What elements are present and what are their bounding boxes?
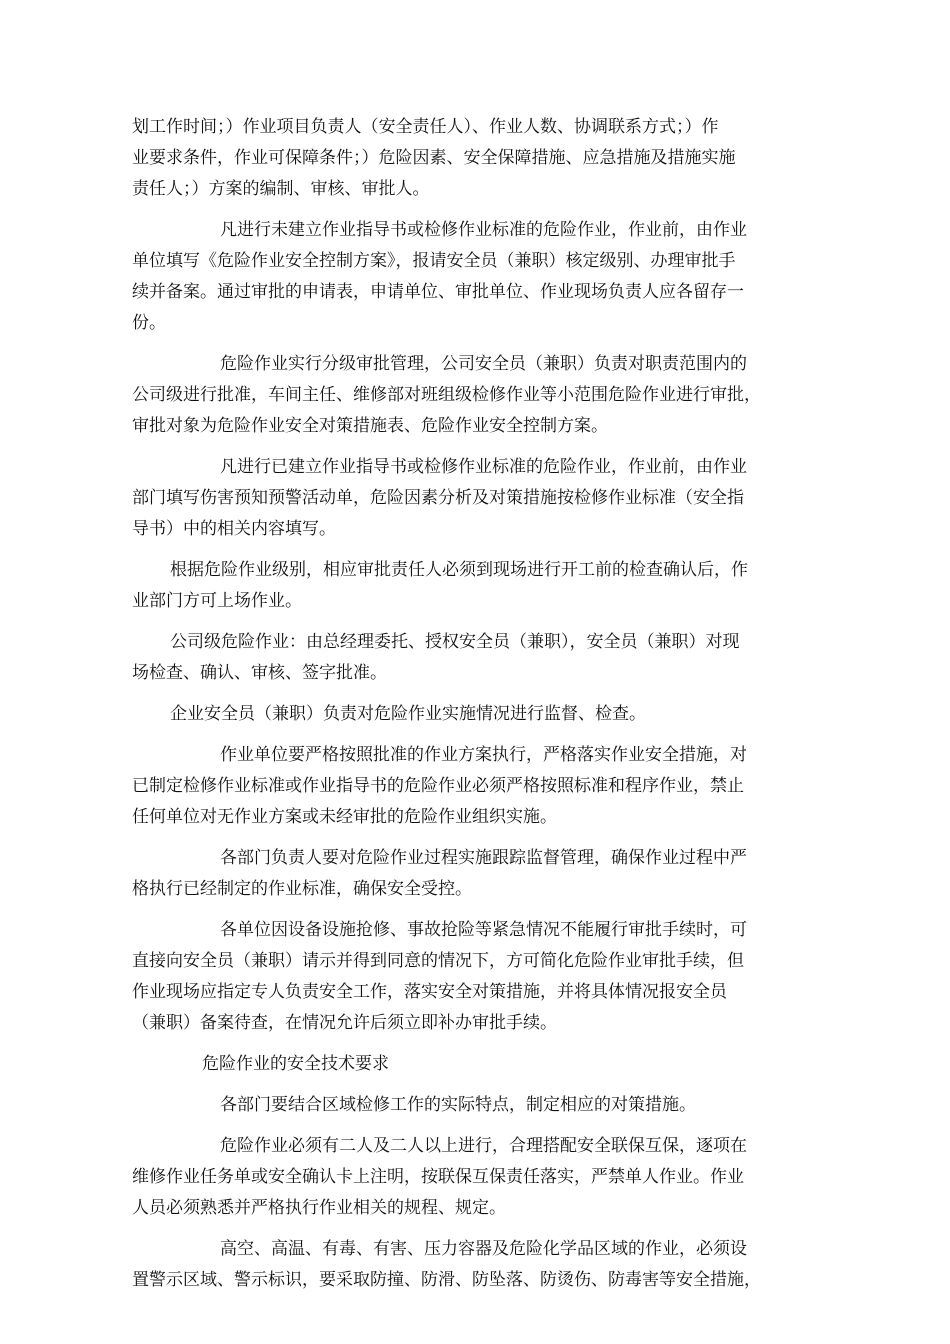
text-line: 场检查、确认、审核、签字批准。 (132, 663, 387, 683)
text-line: 任何单位对无作业方案或未经审批的危险作业组织实施。 (132, 807, 557, 827)
paragraph (132, 1090, 822, 1121)
paragraph (132, 215, 822, 339)
paragraph (132, 915, 822, 1039)
text-line: 危险作业必须有二人及二人以上进行，合理搭配安全联保互保，逐项在 (220, 1136, 747, 1156)
text-line: 审批对象为危险作业安全对策措施表、危险作业安全控制方案。 (132, 416, 608, 436)
text-line: 公司级危险作业：由总经理委托、授权安全员（兼职），安全员（兼职）对现 (170, 632, 740, 652)
text-line: 凡进行已建立作业指导书或检修作业标准的危险作业，作业前，由作业 (220, 457, 747, 477)
text-line: 人员必须熟悉并严格执行作业相关的规程、规定。 (132, 1198, 506, 1218)
text-line: 单位填写《危险作业安全控制方案》，报请安全员（兼职）核定级别、办理审批手 (132, 251, 736, 271)
paragraph (132, 843, 822, 905)
text-line: 格执行已经制定的作业标准，确保安全受控。 (132, 879, 472, 899)
text-line: 企业安全员（兼职）负责对危险作业实施情况进行监督、检查。 (170, 704, 646, 724)
text-line: 根据危险作业级别，相应审批责任人必须到现场进行开工前的检查确认后，作 (170, 560, 748, 580)
text-line: 续并备案。通过审批的申请表，申请单位、审批单位、作业现场负责人应各留存一 (132, 282, 744, 302)
paragraph (132, 1234, 822, 1296)
text-line: 份。 (132, 313, 166, 333)
text-line: 危险作业实行分级审批管理，公司安全员（兼职）负责对职责范围内的 (220, 354, 747, 374)
paragraph (132, 452, 822, 545)
text-line: 作业现场应指定专人负责安全工作，落实安全对策措施，并将具体情况报安全员 (132, 982, 727, 1002)
text-line: 高空、高温、有毒、有害、压力容器及危险化学品区域的作业，必须设 (220, 1239, 747, 1259)
text-line: 划工作时间；）作业项目负责人（安全责任人）、作业人数、协调联系方式；）作 (132, 117, 719, 137)
text-line: 危险作业的安全技术要求 (202, 1054, 389, 1074)
text-line: 凡进行未建立作业指导书或检修作业标准的危险作业，作业前，由作业 (220, 220, 747, 240)
paragraph (132, 740, 822, 833)
text-line: 责任人；）方案的编制、审核、审批人。 (132, 179, 430, 199)
text-line: 业要求条件，作业可保障条件；）危险因素、安全保障措施、应急措施及措施实施 (132, 148, 736, 168)
text-line: 置警示区域、警示标识，要采取防撞、防滑、防坠落、防烫伤、防毒害等安全措施， (132, 1270, 761, 1290)
text-line: 各部门要结合区域检修工作的实际特点，制定相应的对策措施。 (220, 1095, 696, 1115)
text-line: 作业单位要严格按照批准的作业方案执行，严格落实作业安全措施，对 (220, 745, 747, 765)
text-line: 直接向安全员（兼职）请示并得到同意的情况下，方可简化危险作业审批手续，但 (132, 951, 744, 971)
paragraph (132, 555, 822, 617)
paragraph (132, 627, 822, 689)
text-line: 公司级进行批准，车间主任、维修部对班组级检修作业等小范围危险作业进行审批， (132, 385, 761, 405)
text-line: 各部门负责人要对危险作业过程实施跟踪监督管理，确保作业过程中严 (220, 848, 747, 868)
paragraph (132, 699, 822, 730)
text-line: 导书）中的相关内容填写。 (132, 519, 336, 539)
text-line: 部门填写伤害预知预警活动单，危险因素分析及对策措施按检修作业标准（安全指 (132, 488, 744, 508)
text-line: （兼职）备案待查，在情况允许后须立即补办审批手续。 (132, 1013, 557, 1033)
text-line: 各单位因设备设施抢修、事故抢险等紧急情况不能履行审批手续时，可 (220, 920, 747, 940)
paragraph (132, 349, 822, 442)
paragraph (132, 112, 822, 205)
text-line: 已制定检修作业标准或作业指导书的危险作业必须严格按照标准和程序作业，禁止 (132, 776, 744, 796)
paragraph (132, 1049, 822, 1080)
text-line: 维修作业任务单或安全确认卡上注明，按联保互保责任落实，严禁单人作业。作业 (132, 1167, 744, 1187)
text-line: 业部门方可上场作业。 (132, 591, 302, 611)
paragraph (132, 1131, 822, 1224)
